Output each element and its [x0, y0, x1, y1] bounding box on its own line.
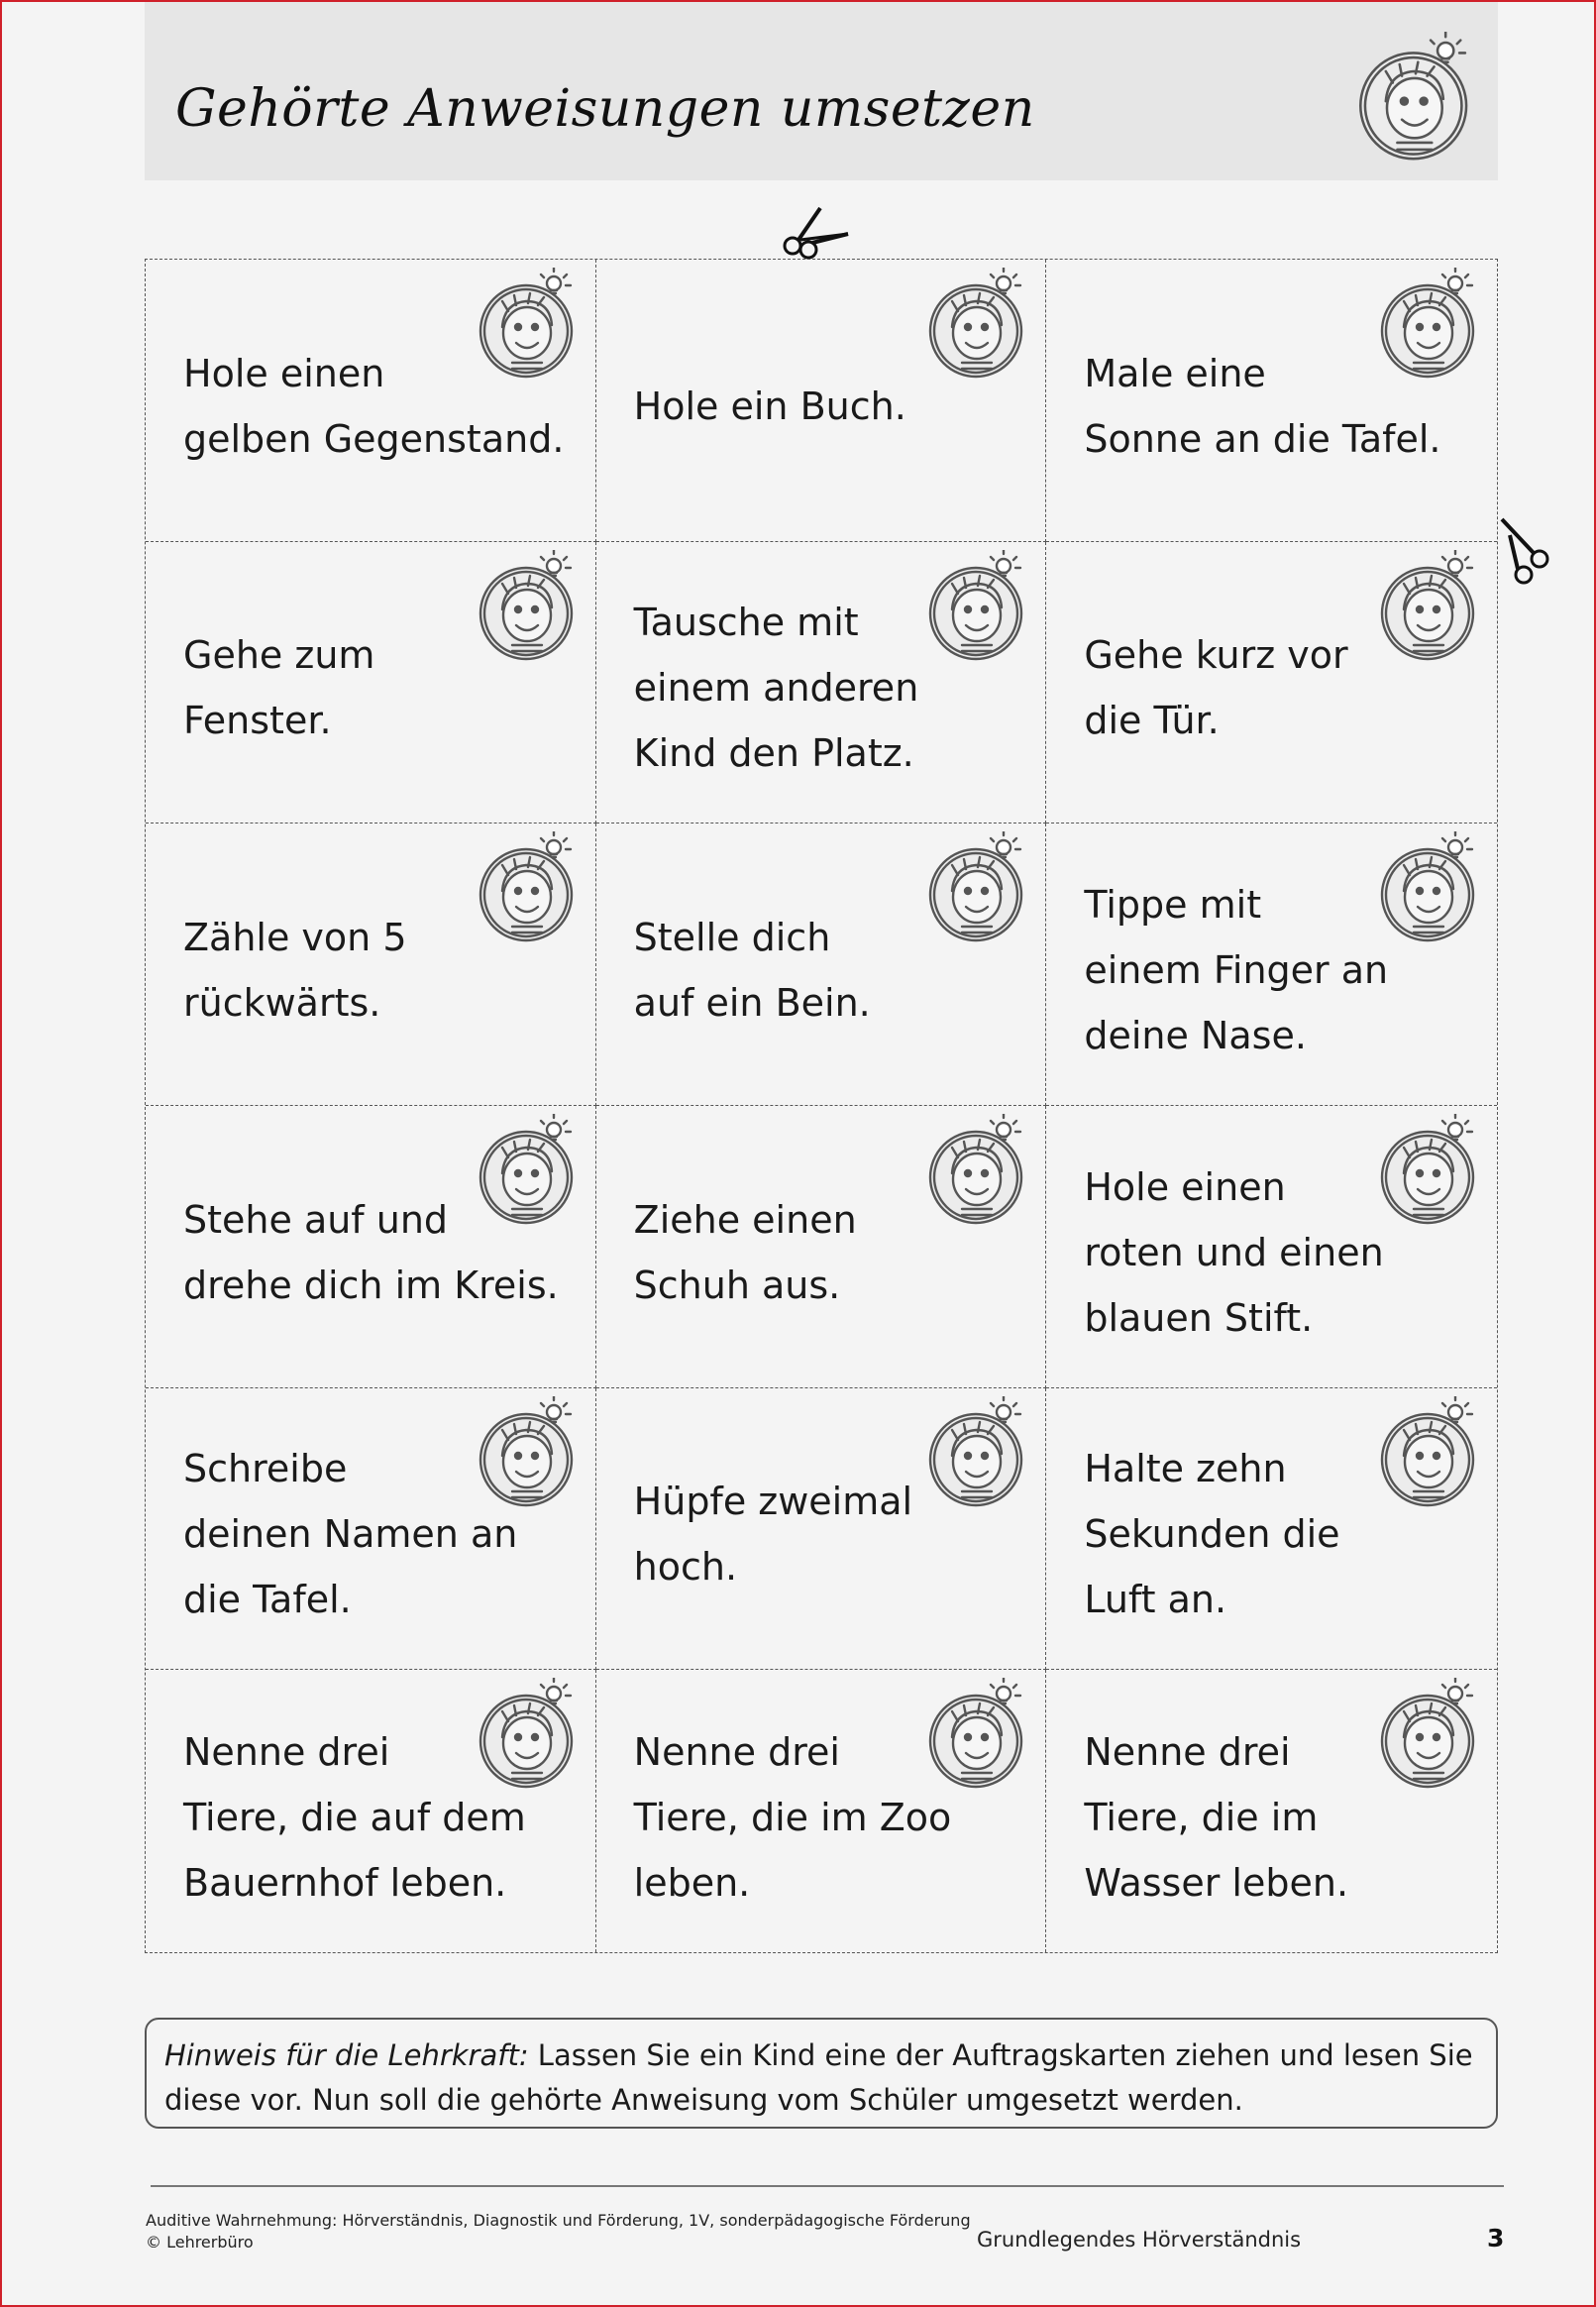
child-lightbulb-icon [1374, 1678, 1485, 1795]
card-grid [145, 259, 1498, 1953]
instruction-card[interactable] [146, 1106, 596, 1388]
footer-section-title: Grundlegendes Hörverständnis [977, 2228, 1302, 2252]
footer-source [146, 2210, 971, 2253]
card-text: Stelle dich auf ein Bein. [633, 916, 871, 1026]
child-lightbulb-icon [473, 831, 584, 948]
child-lightbulb-icon [1351, 32, 1480, 168]
card-text: Stehe auf und drehe dich im Kreis. [183, 1197, 559, 1307]
instruction-card[interactable] [596, 1106, 1047, 1388]
instruction-card[interactable] [596, 260, 1047, 542]
instruction-card[interactable] [146, 1670, 596, 1952]
child-lightbulb-icon [1374, 268, 1485, 384]
footer-source-line: Auditive Wahrnehmung: Hörverständnis, Diagnostik und Förderung, 1V, sonderpädagogische Förderung [146, 2211, 971, 2230]
card-text: Hüpfe zweimal hoch. [633, 1480, 913, 1590]
card-text: Hole einen roten und einen blauen Stift. [1084, 1164, 1384, 1340]
teacher-note-text: Lassen Sie ein Kind eine der Auftragskarten ziehen und lesen Sie diese vor. Nun soll die gehörte Anweisung vom Schüler umgesetzt werden. [164, 2038, 1473, 2117]
card-text: Gehe zum Fenster. [183, 633, 375, 743]
child-lightbulb-icon [922, 831, 1033, 948]
child-lightbulb-icon [1374, 1396, 1485, 1513]
instruction-card[interactable] [146, 260, 596, 542]
instruction-card[interactable] [1046, 260, 1497, 542]
child-lightbulb-icon [922, 550, 1033, 667]
page-title: Gehörte Anweisungen umsetzen [175, 79, 1035, 139]
instruction-card[interactable] [596, 1388, 1047, 1671]
instruction-card[interactable] [1046, 542, 1497, 824]
card-text: Hole ein Buch. [633, 384, 906, 428]
instruction-card[interactable] [1046, 824, 1497, 1106]
instruction-card[interactable] [1046, 1106, 1497, 1388]
card-text: Male eine Sonne an die Tafel. [1084, 351, 1441, 461]
child-lightbulb-icon [473, 268, 584, 384]
child-lightbulb-icon [922, 1114, 1033, 1231]
instruction-card[interactable] [596, 824, 1047, 1106]
child-lightbulb-icon [473, 1678, 584, 1795]
card-text: Hole einen gelben Gegenstand. [183, 351, 565, 461]
card-text: Halte zehn Sekunden die Luft an. [1084, 1447, 1340, 1622]
teacher-note-label: Hinweis für die Lehrkraft: [164, 2038, 529, 2072]
instruction-card[interactable] [146, 1388, 596, 1671]
instruction-card[interactable] [1046, 1388, 1497, 1671]
child-lightbulb-icon [922, 268, 1033, 384]
scissors-icon [779, 204, 850, 260]
child-lightbulb-icon [1374, 831, 1485, 948]
card-text: Tausche mit einem anderen Kind den Platz. [633, 601, 919, 776]
card-text: Nenne drei Tiere, die auf dem Bauernhof leben. [183, 1729, 526, 1905]
child-lightbulb-icon [473, 1114, 584, 1231]
card-text: Tippe mit einem Finger an deine Nase. [1084, 883, 1389, 1058]
footer-copyright: © Lehrerbüro [146, 2233, 254, 2252]
footer-divider [151, 2185, 1504, 2187]
teacher-note [145, 2018, 1498, 2129]
card-text: Schreibe deinen Namen an die Tafel. [183, 1447, 518, 1622]
card-text: Ziehe einen Schuh aus. [633, 1197, 857, 1307]
instruction-card[interactable] [146, 542, 596, 824]
child-lightbulb-icon [473, 550, 584, 667]
scissors-icon [1496, 515, 1555, 585]
page-number: 3 [1487, 2224, 1505, 2252]
card-text: Nenne drei Tiere, die im Wasser leben. [1084, 1729, 1349, 1905]
instruction-card[interactable] [146, 824, 596, 1106]
instruction-card[interactable] [1046, 1670, 1497, 1952]
card-text: Zähle von 5 rückwärts. [183, 916, 407, 1026]
card-text: Nenne drei Tiere, die im Zoo leben. [633, 1729, 952, 1905]
instruction-card[interactable] [596, 542, 1047, 824]
card-text: Gehe kurz vor die Tür. [1084, 633, 1348, 743]
child-lightbulb-icon [922, 1678, 1033, 1795]
child-lightbulb-icon [922, 1396, 1033, 1513]
child-lightbulb-icon [1374, 550, 1485, 667]
child-lightbulb-icon [1374, 1114, 1485, 1231]
instruction-card[interactable] [596, 1670, 1047, 1952]
child-lightbulb-icon [473, 1396, 584, 1513]
